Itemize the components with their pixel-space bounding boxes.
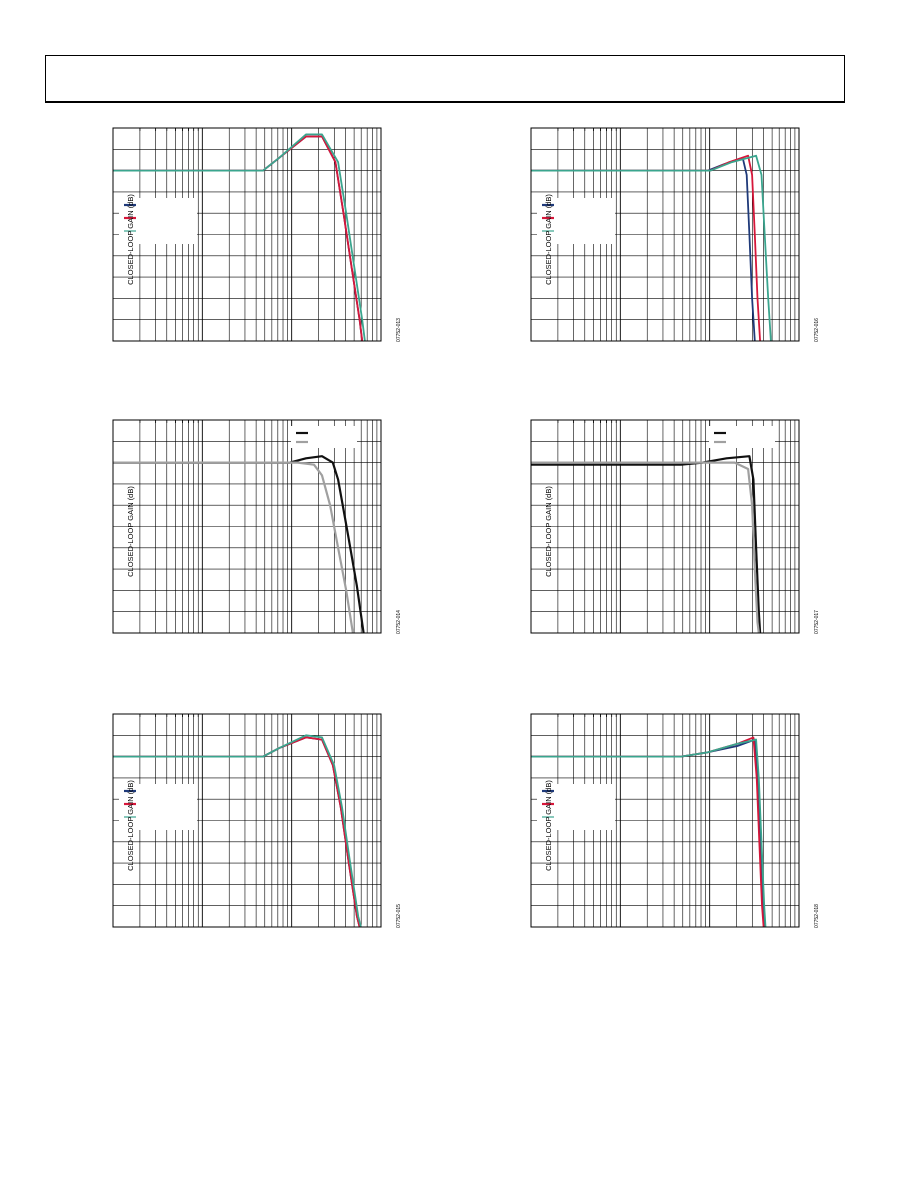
chart-panel-4: [531, 420, 820, 634]
series-line-blue: [531, 158, 755, 341]
chart-plot-area: [113, 714, 381, 927]
y-axis-label: CLOSED-LOOP GAIN (dB): [543, 485, 553, 577]
y-axis-label: CLOSED-LOOP GAIN (dB): [125, 485, 135, 577]
figure-id: 07752-017: [813, 610, 820, 634]
chart-plot-area: [531, 714, 799, 927]
figure-id: 07752-013: [395, 318, 402, 342]
chart-plot-area: [531, 128, 799, 341]
legend-box: [291, 426, 357, 448]
series-line-teal: [531, 156, 771, 341]
chart-plot-area: [113, 420, 381, 633]
series-line-red: [113, 737, 360, 927]
series-line-black: [531, 456, 760, 633]
chart-plot-area: [531, 420, 799, 633]
chart-panel-5: [113, 714, 402, 928]
figure-id: 07752-018: [813, 904, 820, 928]
series-line-black: [113, 456, 364, 633]
series-line-red: [531, 156, 760, 341]
page-header-box: [45, 55, 845, 103]
series-line-blue: [113, 737, 360, 927]
y-axis-label: CLOSED-LOOP GAIN (dB): [543, 779, 553, 871]
series-line-teal: [531, 740, 766, 927]
y-axis-label: CLOSED-LOOP GAIN (dB): [125, 779, 135, 871]
y-axis-label: CLOSED-LOOP GAIN (dB): [543, 193, 553, 285]
chart-plot-area: [113, 128, 381, 341]
series-line-blue: [531, 740, 764, 927]
y-axis-label: CLOSED-LOOP GAIN (dB): [125, 193, 135, 285]
figure-id: 07752-016: [813, 318, 820, 342]
figure-id: 07752-014: [395, 610, 402, 634]
figure-id: 07752-015: [395, 904, 402, 928]
chart-panel-2: [531, 128, 820, 342]
legend-box: [709, 426, 775, 448]
chart-panel-1: [113, 128, 402, 342]
series-line-teal: [113, 735, 361, 927]
chart-panel-6: [531, 714, 820, 928]
chart-panel-3: [113, 420, 402, 634]
